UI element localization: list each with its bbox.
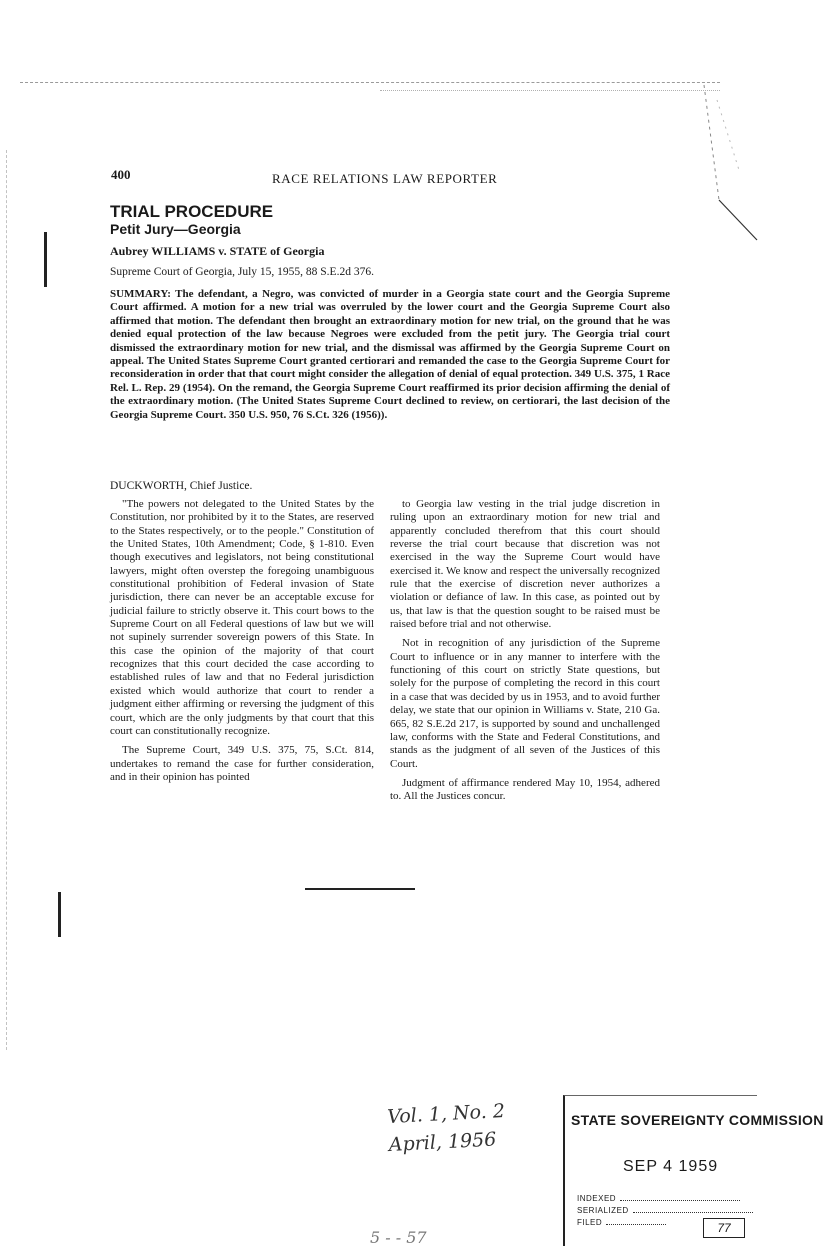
handwritten-volume-note [387, 1097, 507, 1159]
margin-bar-mark-lower [58, 892, 61, 937]
opinion-right-column [390, 498, 660, 810]
stamp-indexed-row [577, 1194, 740, 1203]
left-margin-marks [6, 150, 7, 1050]
opinion-paragraph: Judgment of affirmance rendered May 10, 1954, adhered to. All the Justices concur. [390, 776, 660, 803]
case-title: Aubrey WILLIAMS v. STATE of Georgia [110, 244, 325, 258]
running-head: RACE RELATIONS LAW REPORTER [272, 171, 498, 186]
opinion-paragraph: "The powers not delegated to the United States by the Constitution, nor prohibited by it to the States, are reserved to the States respectively, or to the people." Constitution of the United States, 10th Amendment; Code, § 1-810. Even though executives and legislators, not being constitutional lawyers, might often overstep the foregoing unambiguous constitutional prohibition of Federal invasion of State jurisdiction, there can never be an acceptable excuse for judicial failure to strictly observe it. This court bows to the Supreme Court on all Federal questions of law but we will not supinely surrender sovereign powers of this State. In this case the opinion of the majority of that court recognizes that this court decided the case according to established rules of law and that no Federal jurisdiction existed which would authorize that court to render a judgment either affirming or reversing the judgment of this court, which are the only judgments by that court that this court can constitutionally recognize. [110, 498, 374, 737]
handwritten-volume: Vol. 1, No. 2 [386, 1099, 506, 1129]
opinion-paragraph: Not in recognition of any jurisdiction of the Supreme Court to influence or in any manner to interfere with the functioning of this court on strictly State questions, but solely for the purpose of completing the record in this court in a case that was decided by us in 1953, and to avoid further delay, we state that our opinion in Williams v. State, 210 Ga. 665, 82 S.E.2d 217, is supported by sound and unchallenged law, conforms with the State and Federal Constitutions, and stands as the judgment of all seven of the Justices of this Court. [390, 637, 660, 770]
judge-name: DUCKWORTH, Chief Justice. [110, 480, 253, 492]
handwritten-date: April, 1956 [388, 1128, 497, 1157]
margin-bar-mark [44, 232, 47, 287]
stamp-filed-row [577, 1218, 666, 1227]
stamp-indexed-label: INDEXED [577, 1194, 617, 1203]
stamp-serialized-label: SERIALIZED [577, 1206, 629, 1215]
page-number: 400 [111, 167, 131, 182]
summary-text: The defendant, a Negro, was convicted of murder in a Georgia state court and the Georgia Supreme Court affirmed. A motion for a new trial was overruled by the lower court and the Georgia Supreme Court also affirmed that motion. The defendant then brought an extraordinary motion for new trial, on the ground that he was denied equal protection of the law because Negroes were excluded from the petit jury. The Georgia trial court dismissed the extraordinary motion for new trial, and the dismissal was affirmed by the Georgia Supreme Court on appeal. The United States Supreme Court granted certiorari and remanded the case to the Georgia Supreme Court for reconsideration in order that that court might consider the allegation of denial of equal protection. 349 U.S. 375, 1 Race Rel. L. Rep. 29 (1954). On the remand, the Georgia Supreme Court reaffirmed its prior decision affirming the denial of the extraordinary motion. (The United States Supreme Court declined to review, on certiorari, the last decision of the Georgia Supreme Court. 350 U.S. 950, 76 S.Ct. 326 (1956)). [110, 288, 670, 421]
stamp-date: SEP 4 1959 [623, 1158, 719, 1175]
top-dashed-rule [20, 82, 720, 83]
end-rule [305, 888, 415, 890]
section-subtitle: Petit Jury—Georgia [110, 221, 241, 237]
stamp-header: STATE SOVEREIGNTY COMMISSION [571, 1112, 824, 1128]
court-citation: Supreme Court of Georgia, July 15, 1955, 88 S.E.2d 376. [110, 266, 374, 278]
page-corner-fold [699, 80, 759, 250]
section-title: TRIAL PROCEDURE [110, 202, 274, 221]
commission-stamp [563, 1095, 824, 1246]
stamp-filed-label: FILED [577, 1218, 603, 1227]
summary-label: SUMMARY: [110, 288, 171, 300]
opinion-left-column [110, 498, 374, 790]
top-dotted-rule [380, 90, 720, 91]
opinion-paragraph: The Supreme Court, 349 U.S. 375, 75, S.Ct. 814, undertakes to remand the case for further consideration, and in their opinion has pointed [110, 744, 374, 783]
stamp-box-mark: 77 [703, 1218, 745, 1238]
case-summary [110, 288, 670, 422]
opinion-paragraph: to Georgia law vesting in the trial judge discretion in ruling upon an extraordinary motion for new trial and apparently concluded therefrom that this court should reverse the trial court because that discretion was not exercised in the way the Supreme Court would have exercised it. We know and respect the universally recognized rule that the exercise of discretion never authorizes a violation or defiance of law. In this case, as pointed out by us, that law is that the question sought to be raised must be raised before trial and not otherwise. [390, 498, 660, 631]
stamp-serialized-row [577, 1206, 753, 1215]
handwritten-bottom-mark: 5 - - 57 [370, 1228, 427, 1247]
